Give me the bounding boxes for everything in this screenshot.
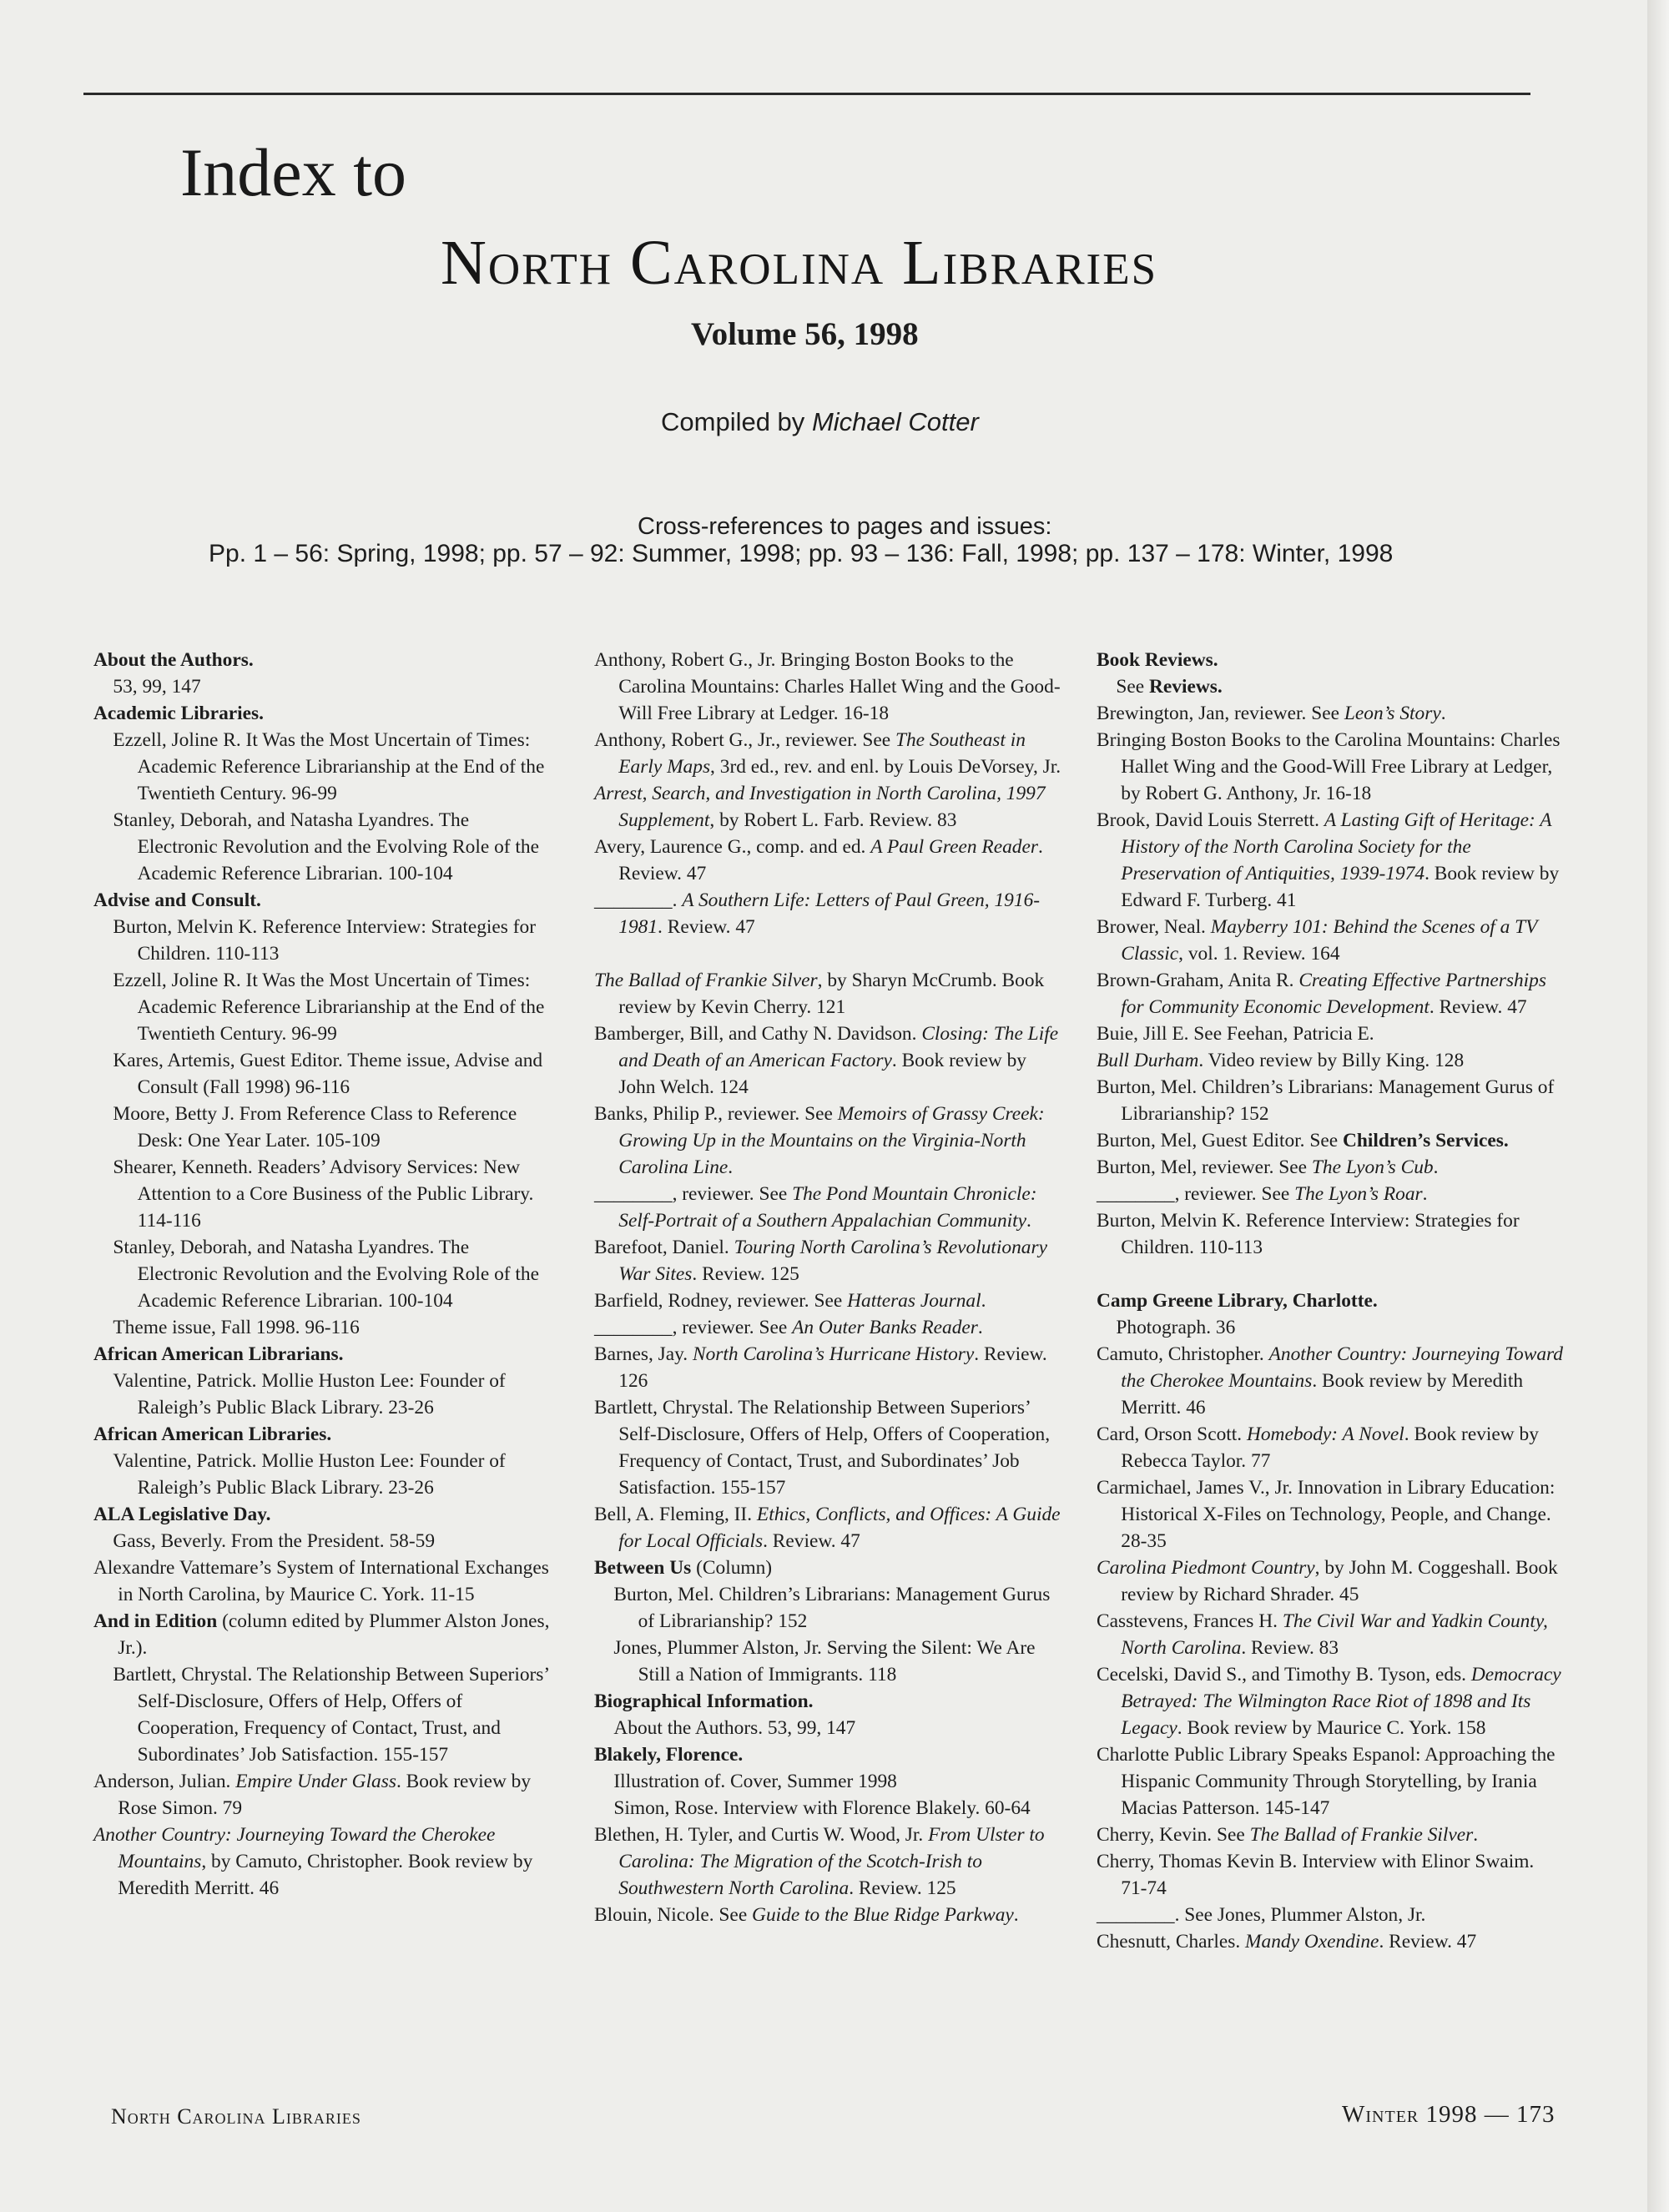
crossref-heading: Cross-references to pages and issues: [638, 513, 1052, 540]
top-rule [83, 93, 1530, 95]
compiler-name: Michael Cotter [811, 407, 979, 436]
index-entry: Brower, Neal. Mayberry 101: Behind the Scenes of a TV Classic, vol. 1. Review. 164 [1097, 916, 1538, 965]
index-column-2 [594, 647, 1061, 1928]
index-entry: Cherry, Kevin. See The Ballad of Frankie Silver. [1097, 1824, 1479, 1846]
index-entry: Arrest, Search, and Investigation in North Carolina, 1997 Supplement, by Robert L. Farb. Review. 83 [594, 783, 1046, 831]
index-entry: Avery, Laurence G., comp. and ed. A Paul Green Reader. Review. 47 [594, 836, 1043, 884]
index-entry: Brewington, Jan, reviewer. See Leon’s Story. [1097, 703, 1446, 724]
index-subentry: Kares, Artemis, Guest Editor. Theme issue, Advise and Consult (Fall 1998) 96-116 [113, 1050, 543, 1098]
index-entry: Burton, Mel, reviewer. See The Lyon’s Cub. [1097, 1156, 1439, 1178]
index-entry: Bartlett, Chrystal. The Relationship Between Superiors’ Self-Disclosure, Offers of Help, Offers of Cooperation, Frequency of Contact, Trust, and Subordinates’ Job Satisfaction. 155-157 [594, 1397, 1051, 1499]
index-subentry: Jones, Plummer Alston, Jr. Serving the Silent: We Are Still a Nation of Immigrants. 118 [613, 1637, 1036, 1685]
index-entry: Barnes, Jay. North Carolina’s Hurricane History. Review. 126 [594, 1343, 1047, 1392]
index-entry: ________. A Southern Life: Letters of Paul Green, 1916-1981. Review. 47 [594, 889, 1041, 938]
index-entry: Burton, Mel. Children’s Librarians: Management Gurus of Librarianship? 152 [1097, 1076, 1555, 1125]
index-entry: Bull Durham. Video review by Billy King. 128 [1097, 1050, 1465, 1071]
index-entry: Blethen, H. Tyler, and Curtis W. Wood, Jr. From Ulster to Carolina: The Migration of the Scotch-Irish to Southwestern North Carolina. Review. 125 [594, 1824, 1045, 1899]
index-subentry: 53, 99, 147 [113, 676, 201, 698]
index-entry: Bringing Boston Books to the Carolina Mountains: Charles Hallet Wing and the Good-Will Free Library at Ledger, by Robert G. Anthony, Jr. 16-18 [1097, 729, 1561, 804]
index-heading: Book Reviews. [1097, 649, 1218, 671]
index-subentry: Ezzell, Joline R. It Was the Most Uncertain of Times: Academic Reference Librarianship at the End of the Twentieth Century. 96-99 [113, 729, 545, 804]
index-column-1 [93, 647, 554, 1902]
index-subentry: Valentine, Patrick. Mollie Huston Lee: Founder of Raleigh’s Public Black Library. 23-26 [113, 1450, 506, 1499]
index-column-3 [1097, 647, 1564, 1955]
index-subentry: Simon, Rose. Interview with Florence Blakely. 60-64 [613, 1797, 1031, 1819]
index-entry: ________, reviewer. See An Outer Banks Reader. [594, 1317, 983, 1338]
index-heading: Camp Greene Library, Charlotte. [1097, 1290, 1378, 1312]
compiled-by [661, 407, 979, 437]
index-entry: Carolina Piedmont Country, by John M. Coggeshall. Book review by Richard Shrader. 45 [1097, 1557, 1558, 1605]
paper-edge [1647, 0, 1669, 2212]
index-entry: ________, reviewer. See The Lyon’s Roar. [1097, 1183, 1428, 1205]
index-entry: Anthony, Robert G., Jr. Bringing Boston Books to the Carolina Mountains: Charles Hallet Wing and the Good-Will Free Library at Ledger. 16-18 [594, 649, 1061, 724]
index-entry: Casstevens, Frances H. The Civil War and Yadkin County, North Carolina. Review. 83 [1097, 1610, 1548, 1659]
index-heading: About the Authors. [93, 649, 254, 671]
index-entry: Anthony, Robert G., Jr., reviewer. See The Southeast in Early Maps, 3rd ed., rev. and enl. by Louis DeVorsey, Jr. [594, 729, 1061, 778]
index-subentry: Burton, Melvin K. Reference Interview: Strategies for Children. 110-113 [113, 916, 537, 965]
index-entry: Card, Orson Scott. Homebody: A Novel. Book review by Rebecca Taylor. 77 [1097, 1423, 1539, 1472]
index-entry: The Ballad of Frankie Silver, by Sharyn McCrumb. Book review by Kevin Cherry. 121 [594, 970, 1045, 1018]
index-subentry: Stanley, Deborah, and Natasha Lyandres. The Electronic Revolution and the Evolving Role of the Academic Reference Librarian. 100-104 [113, 1237, 539, 1312]
index-entry: Blouin, Nicole. See Guide to the Blue Ridge Parkway. [594, 1904, 1019, 1926]
index-subentry: About the Authors. 53, 99, 147 [613, 1717, 856, 1739]
index-entry: Barfield, Rodney, reviewer. See Hatteras Journal. [594, 1290, 986, 1312]
title-journal-name: North Carolina Libraries [441, 228, 1158, 298]
index-entry: ________, reviewer. See The Pond Mountain Chronicle: Self-Portrait of a Southern Appalachian Community. [594, 1183, 1037, 1232]
index-entry: Charlotte Public Library Speaks Espanol: Approaching the Hispanic Community Through Storytelling, by Irania Macias Patterson. 145-147 [1097, 1744, 1556, 1819]
index-subentry: Burton, Mel. Children’s Librarians: Management Gurus of Librarianship? 152 [613, 1584, 1051, 1632]
index-entry: Brown-Graham, Anita R. Creating Effective Partnerships for Community Economic Development. Review. 47 [1097, 970, 1546, 1018]
index-heading: Academic Libraries. [93, 703, 264, 724]
index-heading: Biographical Information. [594, 1690, 814, 1712]
index-entry: ________. See Jones, Plummer Alston, Jr. [1097, 1904, 1426, 1926]
compiled-prefix: Compiled by [661, 407, 805, 436]
title-line-1: Index to [180, 134, 406, 210]
index-heading: Advise and Consult. [93, 889, 261, 911]
index-subentry: Shearer, Kenneth. Readers’ Advisory Services: New Attention to a Core Business of the Public Library. 114-116 [113, 1156, 534, 1232]
index-subentry: Moore, Betty J. From Reference Class to Reference Desk: One Year Later. 105-109 [113, 1103, 517, 1151]
index-heading: African American Libraries. [93, 1423, 332, 1445]
index-subentry: Illustration of. Cover, Summer 1998 [613, 1771, 897, 1792]
index-subentry: Theme issue, Fall 1998. 96-116 [113, 1317, 360, 1338]
index-subentry: See Reviews. [1116, 676, 1223, 698]
index-entry: Another Country: Journeying Toward the Cherokee Mountains, by Camuto, Christopher. Book review by Meredith Merritt. 46 [93, 1824, 533, 1899]
index-entry: Camuto, Christopher. Another Country: Journeying Toward the Cherokee Mountains. Book review by Meredith Merritt. 46 [1097, 1343, 1563, 1418]
footer-issue-page: Winter 1998 — 173 [1342, 2101, 1556, 2128]
index-heading: African American Librarians. [93, 1343, 344, 1365]
index-entry: And in Edition (column edited by Plummer Alston Jones, Jr.). [93, 1610, 550, 1659]
index-entry: Burton, Mel, Guest Editor. See Children’s Services. [1097, 1130, 1509, 1151]
index-entry: Carmichael, James V., Jr. Innovation in Library Education: Historical X-Files on Technology, People, and Change. 28-35 [1097, 1477, 1556, 1552]
index-subentry: Bartlett, Chrystal. The Relationship Between Superiors’ Self-Disclosure, Offers of Help, Offers of Cooperation, Frequency of Contact, Trust, and Subordinates’ Job Satisfaction. 155-157 [113, 1664, 549, 1766]
index-heading: ALA Legislative Day. [93, 1504, 271, 1525]
index-subentry: Ezzell, Joline R. It Was the Most Uncertain of Times: Academic Reference Librarianship at the End of the Twentieth Century. 96-99 [113, 970, 545, 1045]
footer-journal-name: North Carolina Libraries [111, 2104, 361, 2129]
index-entry: Brook, David Louis Sterrett. A Lasting Gift of Heritage: A History of the North Carolina Society for the Preservation of Antiquities, 1939-1974. Book review by Edward F. Turberg. 41 [1097, 809, 1560, 911]
index-entry: Alexandre Vattemare’s System of International Exchanges in North Carolina, by Maurice C. York. 11-15 [93, 1557, 549, 1605]
index-entry: Chesnutt, Charles. Mandy Oxendine. Review. 47 [1097, 1931, 1477, 1953]
index-subentry: Valentine, Patrick. Mollie Huston Lee: Founder of Raleigh’s Public Black Library. 23-26 [113, 1370, 506, 1418]
index-subentry: Photograph. 36 [1116, 1317, 1236, 1338]
index-entry: Between Us (Column) [594, 1557, 773, 1579]
index-subentry: Gass, Beverly. From the President. 58-59 [113, 1530, 436, 1552]
index-entry: Bamberger, Bill, and Cathy N. Davidson. Closing: The Life and Death of an American Factory. Book review by John Welch. 124 [594, 1023, 1059, 1098]
index-entry: Buie, Jill E. See Feehan, Patricia E. [1097, 1023, 1374, 1045]
index-entry: Banks, Philip P., reviewer. See Memoirs of Grassy Creek: Growing Up in the Mountains on the Virginia-North Carolina Line. [594, 1103, 1045, 1178]
index-entry: Bell, A. Fleming, II. Ethics, Conflicts, and Offices: A Guide for Local Officials. Review. 47 [594, 1504, 1061, 1552]
index-entry: Burton, Melvin K. Reference Interview: Strategies for Children. 110-113 [1097, 1210, 1520, 1258]
index-heading: Blakely, Florence. [594, 1744, 744, 1766]
index-entry: Anderson, Julian. Empire Under Glass. Book review by Rose Simon. 79 [93, 1771, 532, 1819]
index-entry: Cherry, Thomas Kevin B. Interview with Elinor Swaim. 71-74 [1097, 1851, 1535, 1899]
index-entry: Cecelski, David S., and Timothy B. Tyson, eds. Democracy Betrayed: The Wilmington Race Riot of 1898 and Its Legacy. Book review by Maurice C. York. 158 [1097, 1664, 1561, 1739]
crossref-issues: Pp. 1 – 56: Spring, 1998; pp. 57 – 92: Summer, 1998; pp. 93 – 136: Fall, 1998; pp. 137 – 178: Winter, 1998 [209, 540, 1394, 567]
volume-label: Volume 56, 1998 [691, 316, 919, 352]
index-entry: Barefoot, Daniel. Touring North Carolina’s Revolutionary War Sites. Review. 125 [594, 1237, 1047, 1285]
index-subentry: Stanley, Deborah, and Natasha Lyandres. The Electronic Revolution and the Evolving Role of the Academic Reference Librarian. 100-104 [113, 809, 539, 884]
